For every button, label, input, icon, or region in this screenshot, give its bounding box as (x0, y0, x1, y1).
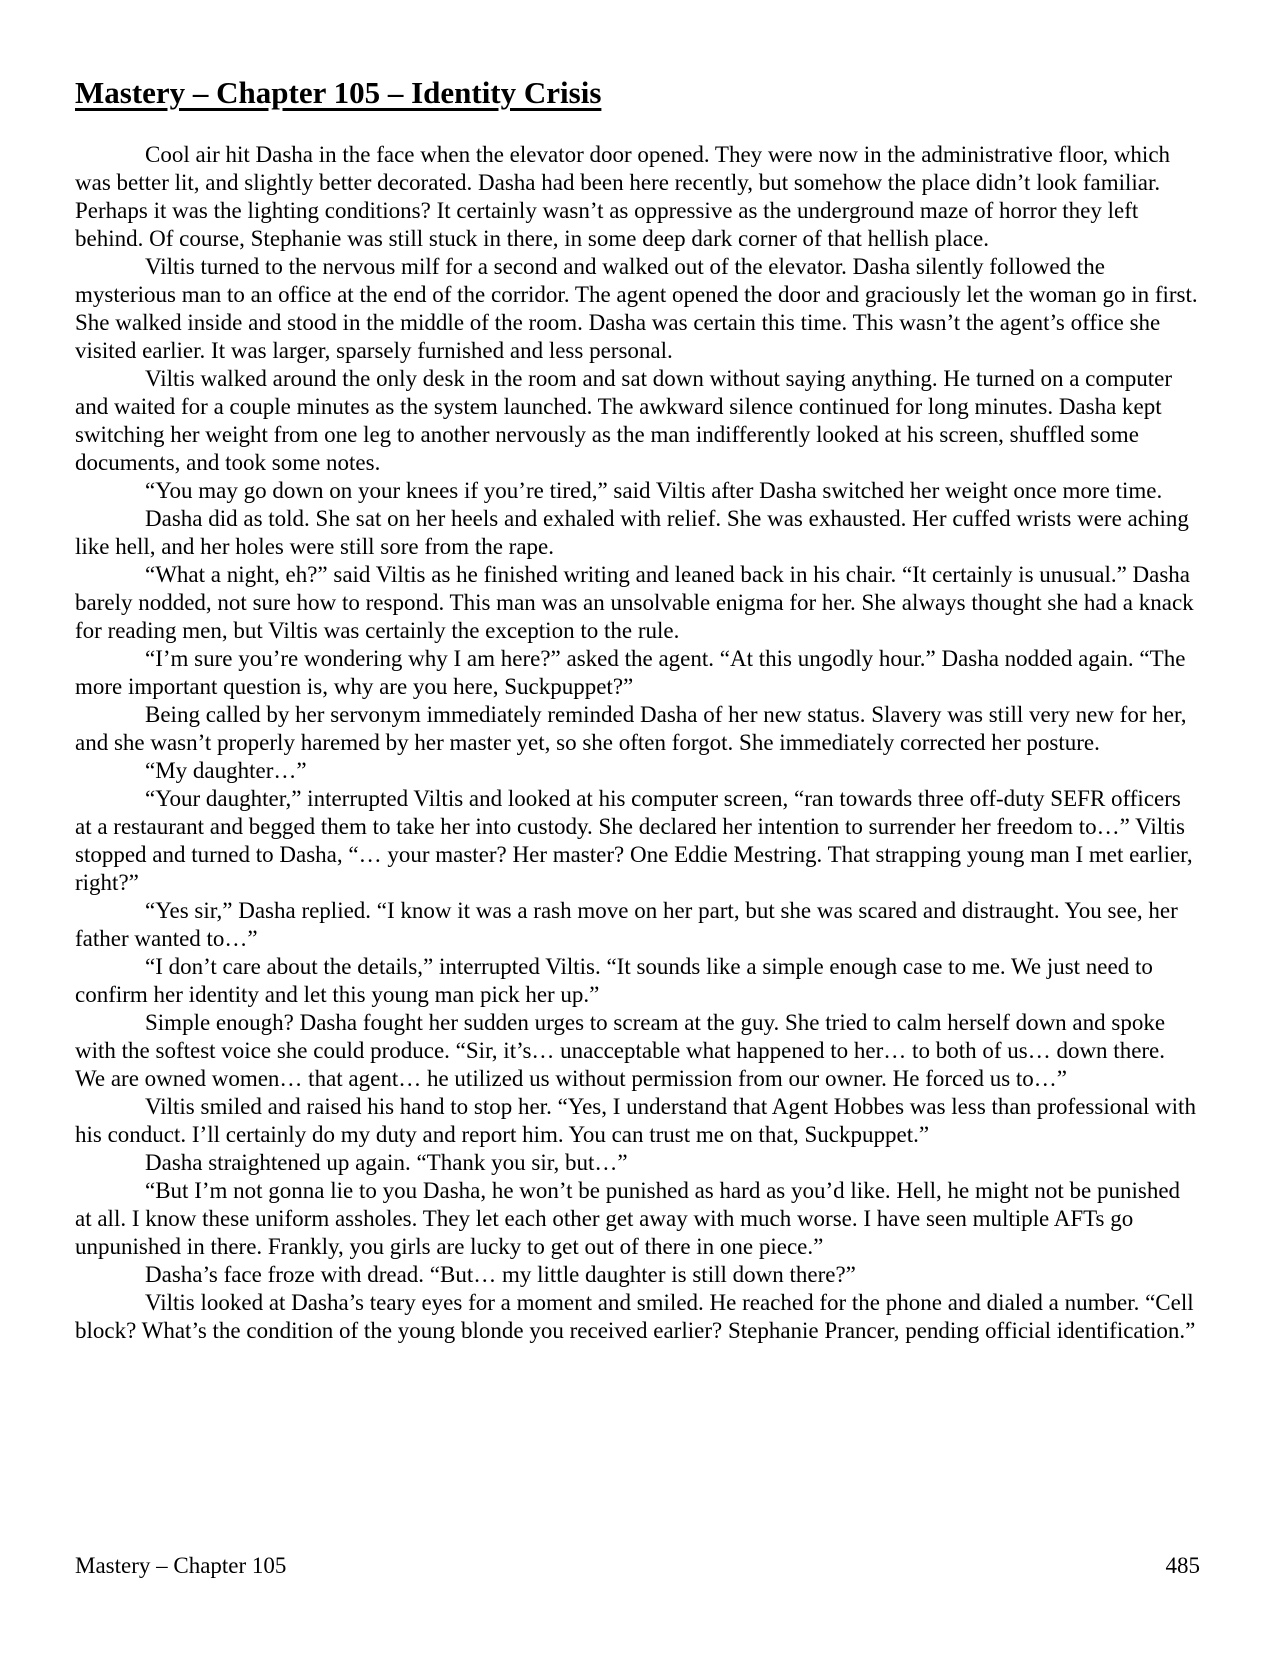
paragraph: “Yes sir,” Dasha replied. “I know it was a rash move on her part, but she was scared and distraught. You see, her father wanted to…” (75, 898, 1178, 952)
paragraph: “My daughter…” (145, 758, 307, 784)
chapter-title: Mastery – Chapter 105 – Identity Crisis (75, 75, 602, 110)
paragraph: Dasha’s face froze with dread. “But… my little daughter is still down there?” (145, 1262, 856, 1288)
paragraph: Cool air hit Dasha in the face when the elevator door opened. They were now in the administrative floor, which was better lit, and slightly better decorated. Dasha had been here recently, but somehow the place didn’t look familiar. Perhaps it was the lighting conditions? It certainly wasn’t as oppressive as the underground maze of horror they left behind. Of course, Stephanie was still stuck in there, in some deep dark corner of that hellish place. (75, 142, 1171, 252)
paragraph: Being called by her servonym immediately reminded Dasha of her new status. Slavery was still very new for her, and she wasn’t properly haremed by her master yet, so she often forgot. She immediately corrected her posture. (75, 702, 1187, 756)
footer-chapter-label: Mastery – Chapter 105 (75, 1553, 287, 1578)
paragraph: “I’m sure you’re wondering why I am here?” asked the agent. “At this ungodly hour.” Dasha nodded again. “The more important question is, why are you here, Suckpuppet?” (75, 646, 1186, 700)
chapter-body (75, 141, 1200, 1345)
footer-page-number: 485 (1165, 1553, 1200, 1578)
paragraph: Dasha did as told. She sat on her heels and exhaled with relief. She was exhausted. Her cuffed wrists were aching like hell, and her holes were still sore from the rape. (75, 506, 1189, 560)
paragraph: “But I’m not gonna lie to you Dasha, he won’t be punished as hard as you’d like. Hell, he might not be punished at all. I know these uniform assholes. They let each other get away with much worse. I have seen multiple AFTs go unpunished in there. Frankly, you girls are lucky to get out of there in one piece.” (75, 1178, 1181, 1260)
paragraph: Dasha straightened up again. “Thank you sir, but…” (145, 1150, 628, 1176)
paragraph: Simple enough? Dasha fought her sudden urges to scream at the guy. She tried to calm herself down and spoke with the softest voice she could produce. “Sir, it’s… unacceptable what happened to her… to both of us… down there. We are owned women… that agent… he utilized us without permission from our owner. He forced us to…” (75, 1010, 1166, 1092)
paragraph: “I don’t care about the details,” interrupted Viltis. “It sounds like a simple enough case to me. We just need to confirm her identity and let this young man pick her up.” (75, 954, 1153, 1008)
paragraph: “What a night, eh?” said Viltis as he finished writing and leaned back in his chair. “It certainly is unusual.” Dasha barely nodded, not sure how to respond. This man was an unsolvable enigma for her. She always thought she had a knack for reading men, but Viltis was certainly the exception to the rule. (75, 562, 1194, 644)
paragraph: Viltis looked at Dasha’s teary eyes for a moment and smiled. He reached for the phone and dialed a number. “Cell block? What’s the condition of the young blonde you received earlier? Stephanie Prancer, pending official identification.” (75, 1290, 1196, 1344)
paragraph: “Your daughter,” interrupted Viltis and looked at his computer screen, “ran towards three off-duty SEFR officers at a restaurant and begged them to take her into custody. She declared her intention to surrender her freedom to…” Viltis stopped and turned to Dasha, “… your master? Her master? One Eddie Mestring. That strapping young man I met earlier, right?” (75, 786, 1193, 896)
paragraph: Viltis turned to the nervous milf for a second and walked out of the elevator. Dasha silently followed the mysterious man to an office at the end of the corridor. The agent opened the door and graciously let the woman go in first. She walked inside and stood in the middle of the room. Dasha was certain this time. This wasn’t the agent’s office she visited earlier. It was larger, sparsely furnished and less personal. (75, 254, 1198, 364)
paragraph: Viltis walked around the only desk in the room and sat down without saying anything. He turned on a computer and waited for a couple minutes as the system launched. The awkward silence continued for long minutes. Dasha kept switching her weight from one leg to another nervously as the man indifferently looked at his screen, shuffled some documents, and took some notes. (75, 366, 1173, 476)
page-footer (75, 1552, 1200, 1580)
paragraph: Viltis smiled and raised his hand to stop her. “Yes, I understand that Agent Hobbes was less than professional with his conduct. I’ll certainly do my duty and report him. You can trust me on that, Suckpuppet.” (75, 1094, 1196, 1148)
paragraph: “You may go down on your knees if you’re tired,” said Viltis after Dasha switched her weight once more time. (145, 478, 1163, 504)
